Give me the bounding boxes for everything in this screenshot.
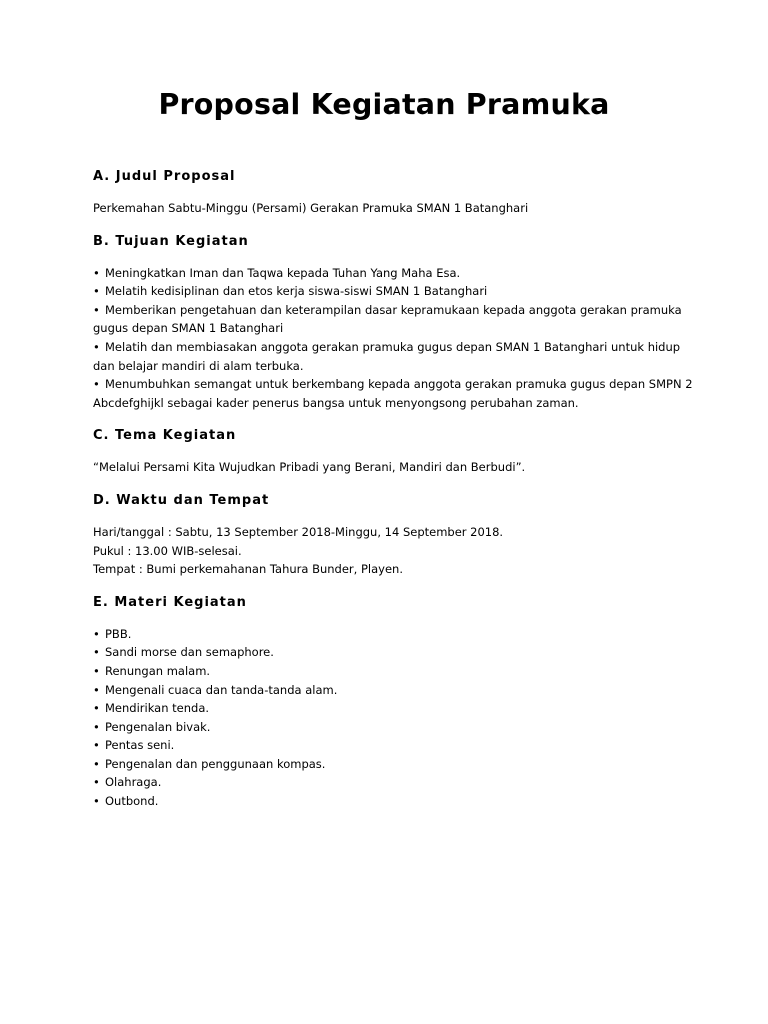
section-heading-materi: E. Materi Kegiatan — [93, 594, 247, 610]
list-item: • Melatih dan membiasakan anggota gerakan pramuka gugus depan SMAN 1 Batanghari untuk hidup dan belajar mandiri di alam terbuka. — [93, 339, 681, 373]
list-item: • Olahraga. — [93, 773, 693, 792]
bullet-icon: • — [93, 377, 100, 392]
bullet-icon: • — [93, 302, 100, 317]
section-heading-judul: A. Judul Proposal — [93, 169, 236, 184]
list-item: • PBB. — [93, 625, 693, 644]
list-item: • Memberikan pengetahuan dan keterampilan dasar kepramukaan kepada anggota gerakan pramuka gugus depan SMAN 1 Batanghari — [93, 302, 682, 336]
section-text-tema: “Melalui Persami Kita Wujudkan Pribadi yang Berani, Mandiri dan Berbudi”. — [93, 460, 526, 475]
bullet-icon: • — [93, 756, 100, 771]
bullet-icon: • — [93, 738, 100, 753]
waktu-line-hari-tanggal: Hari/tanggal : Sabtu, 13 September 2018-Minggu, 14 September 2018. — [93, 524, 504, 539]
list-item: • Pengenalan dan penggunaan kompas. — [93, 755, 693, 774]
bullet-icon: • — [93, 794, 100, 809]
bullet-icon: • — [93, 626, 100, 641]
bullet-icon: • — [93, 284, 100, 299]
bullet-icon: • — [93, 645, 100, 660]
bullet-icon: • — [93, 719, 100, 734]
bullet-icon: • — [93, 339, 100, 354]
materi-list — [93, 625, 693, 811]
list-item: • Pentas seni. — [93, 736, 693, 755]
bullet-icon: • — [93, 663, 100, 678]
section-heading-waktu-tempat: D. Waktu dan Tempat — [93, 492, 270, 508]
list-item: • Melatih kedisiplinan dan etos kerja siswa-siswi SMAN 1 Batanghari — [93, 282, 693, 301]
list-item: • Outbond. — [93, 792, 693, 811]
list-item: • Renungan malam. — [93, 662, 693, 681]
section-heading-tujuan: B. Tujuan Kegiatan — [93, 233, 249, 249]
section-text-judul: Perkemahan Sabtu-Minggu (Persami) Gerakan Pramuka SMAN 1 Batanghari — [93, 201, 529, 215]
list-item: • Menumbuhkan semangat untuk berkembang kepada anggota gerakan pramuka gugus depan SMPN 2 Abcdefghijkl sebagai kader penerus bangsa untuk menyongsong perubahan zaman. — [93, 377, 693, 410]
list-item: • Pengenalan bivak. — [93, 718, 693, 737]
list-item: • Mengenali cuaca dan tanda-tanda alam. — [93, 681, 693, 700]
list-item: • Mendirikan tenda. — [93, 699, 693, 718]
section-heading-tema: C. Tema Kegiatan — [93, 428, 237, 444]
bullet-icon: • — [93, 775, 100, 790]
list-item: • Meningkatkan Iman dan Taqwa kepada Tuhan Yang Maha Esa. — [93, 264, 693, 283]
list-item: • Sandi morse dan semaphore. — [93, 643, 693, 662]
bullet-icon: • — [93, 682, 100, 697]
bullet-icon: • — [93, 265, 100, 280]
waktu-line-tempat: Tempat : Bumi perkemahanan Tahura Bunder, Playen. — [93, 562, 403, 577]
bullet-icon: • — [93, 701, 100, 716]
document-title: Proposal Kegiatan Pramuka — [158, 88, 610, 121]
document-body — [93, 167, 693, 811]
waktu-line-pukul: Pukul : 13.00 WIB-selesai. — [93, 543, 242, 558]
tujuan-list — [93, 264, 693, 413]
